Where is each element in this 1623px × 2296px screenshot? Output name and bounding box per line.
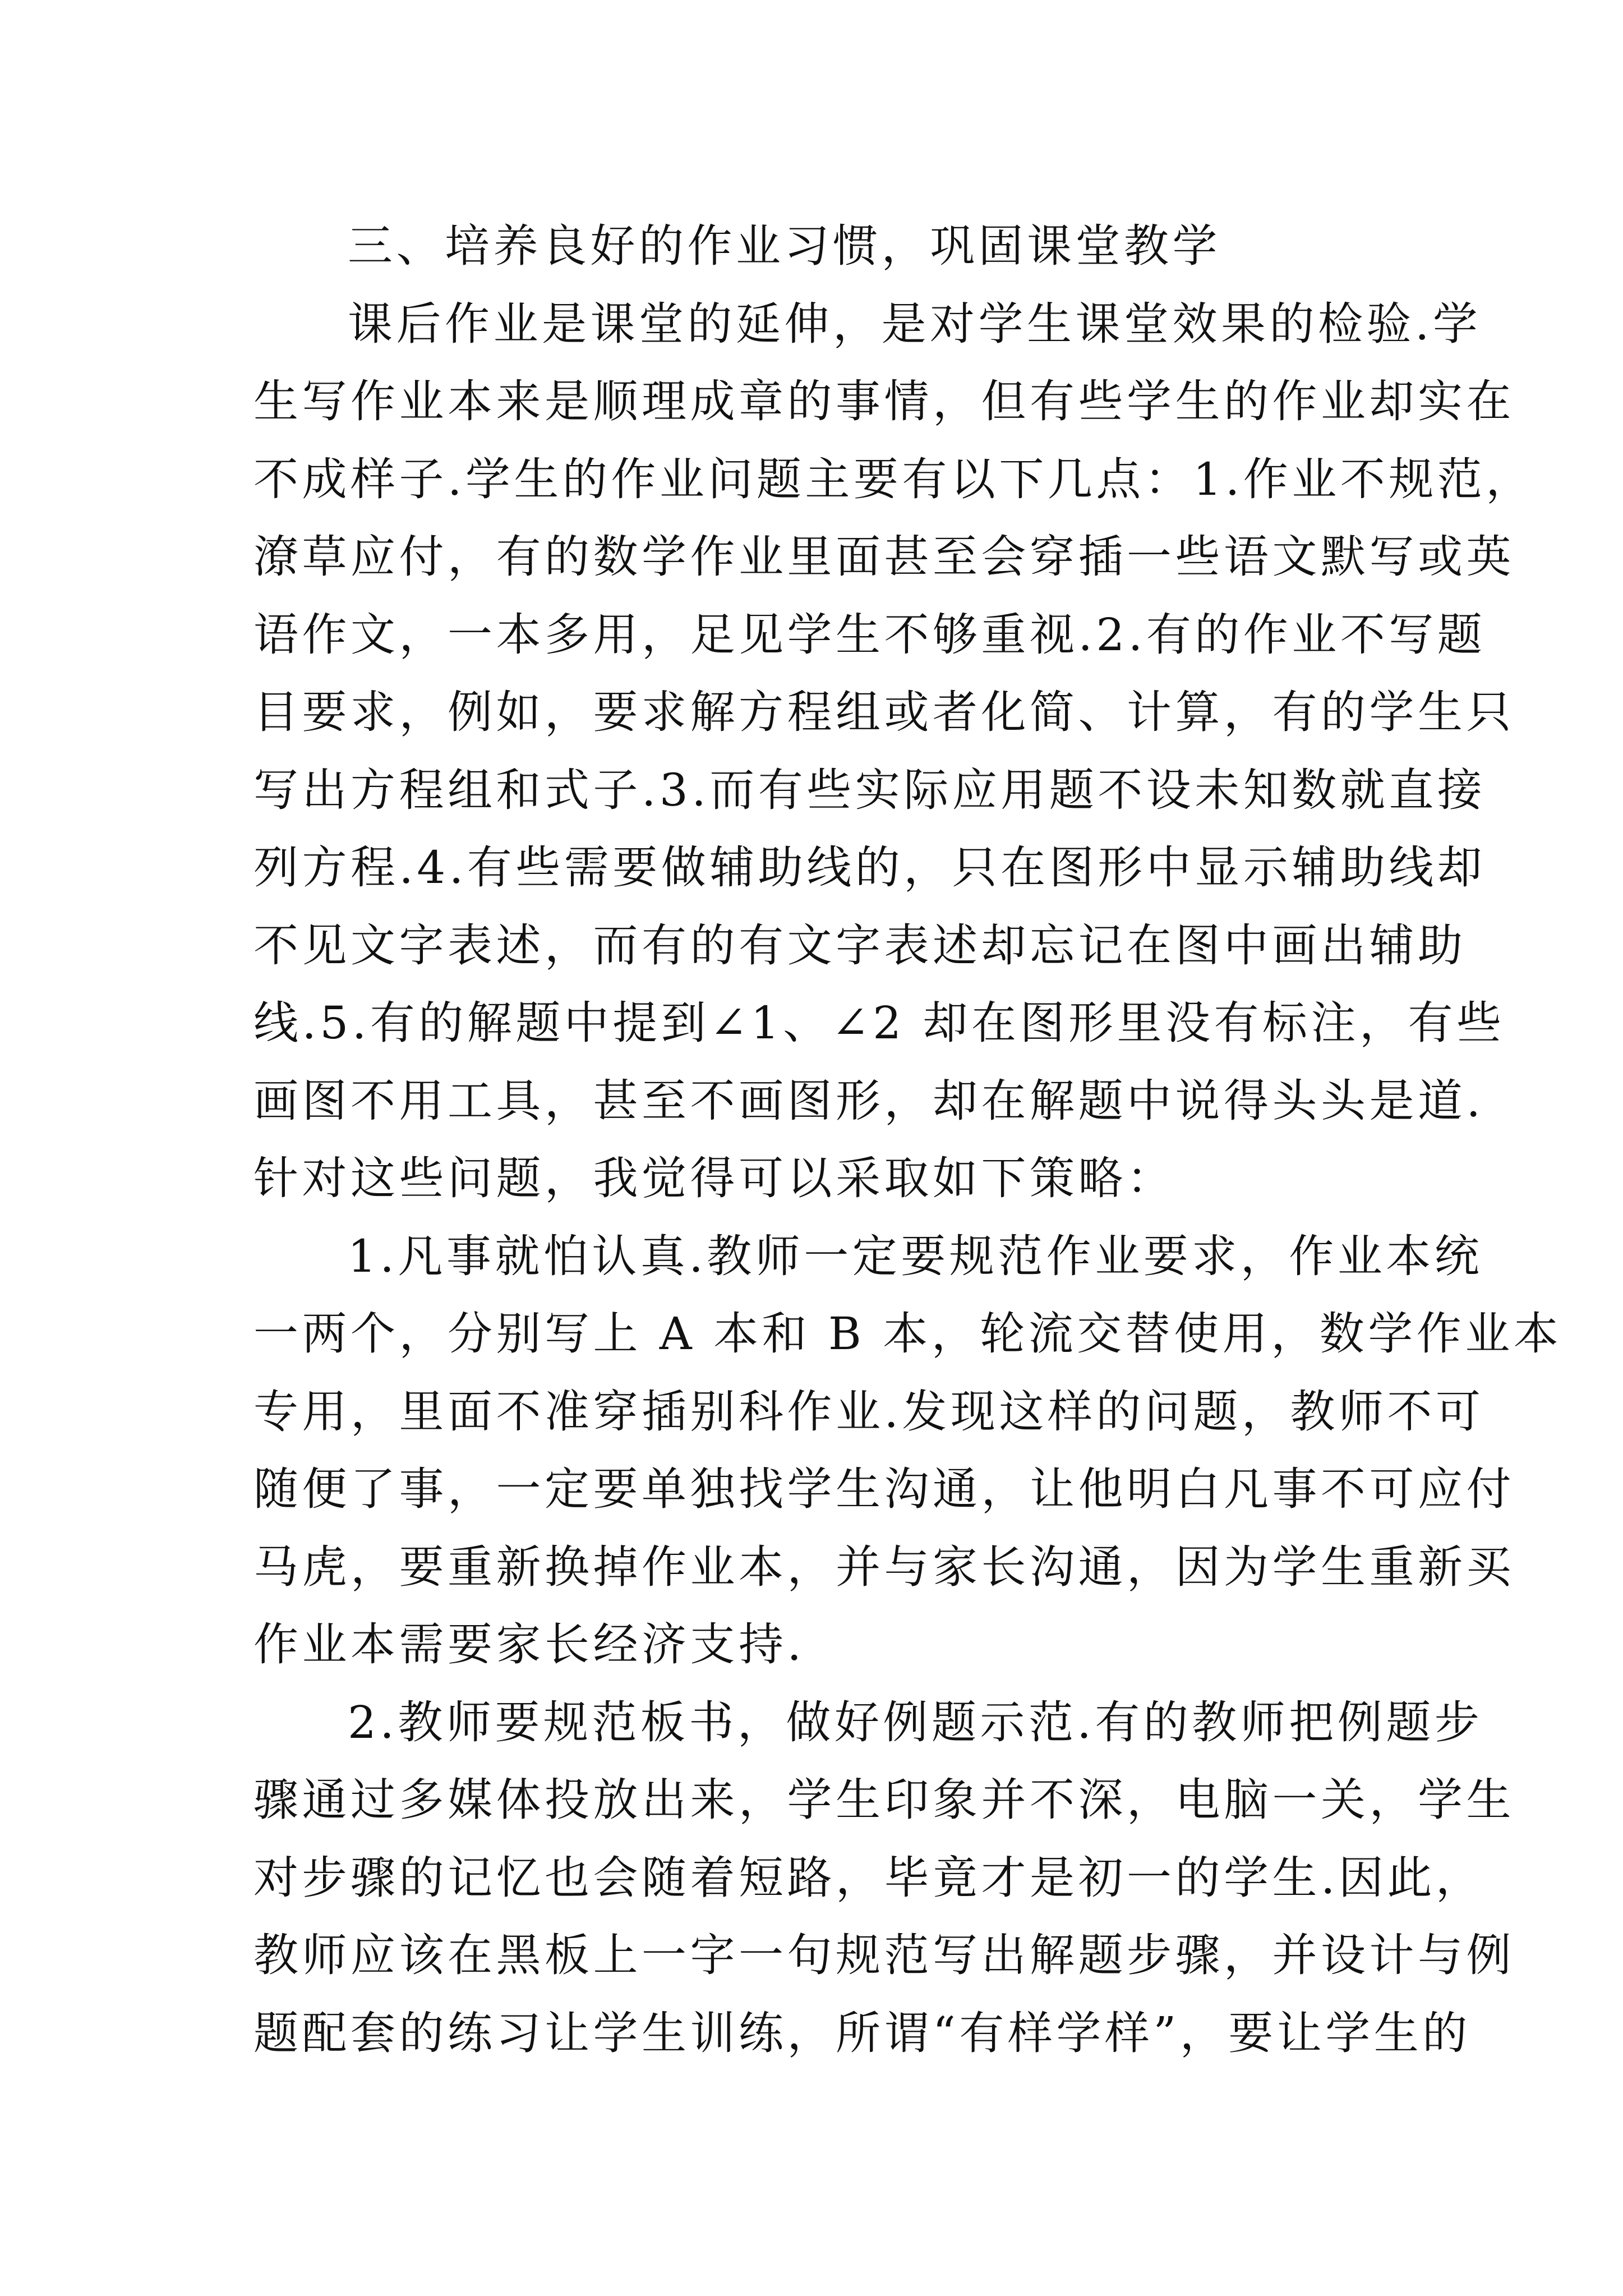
- paragraph-line: 画图不用工具，甚至不画图形，却在解题中说得头头是道.: [253, 1074, 1484, 1127]
- paragraph-line: 骤通过多媒体投放出来，学生印象并不深，电脑一关，学生: [253, 1774, 1515, 1826]
- paragraph-line: 2.教师要规范板书，做好例题示范.有的教师把例题步: [348, 1696, 1483, 1749]
- paragraph-line: 语作文，一本多用，足见学生不够重视.2.有的作业不写题: [253, 608, 1486, 661]
- paragraph-line: 潦草应付，有的数学作业里面甚至会穿插一些语文默写或英: [253, 531, 1515, 583]
- paragraph-line: 针对这些问题，我觉得可以采取如下策略：: [253, 1152, 1175, 1204]
- paragraph-line: 线.5.有的解题中提到∠1、∠2 却在图形里没有标注，有些: [253, 997, 1505, 1049]
- document-body: [253, 208, 1562, 2072]
- paragraph-line: 不见文字表述，而有的有文字表述却忘记在图中画出辅助: [253, 919, 1467, 972]
- paragraph-line: 随便了事，一定要单独找学生沟通，让他明白凡事不可应付: [253, 1463, 1515, 1515]
- paragraph-line: 不成样子.学生的作业问题主要有以下几点：1.作业不规范，: [253, 453, 1534, 505]
- paragraph-line: 目要求，例如，要求解方程组或者化简、计算，有的学生只: [253, 686, 1515, 738]
- paragraph-line: 对步骤的记忆也会随着短路，毕竟才是初一的学生.因此，: [253, 1851, 1484, 1904]
- paragraph-line: 马虎，要重新换掉作业本，并与家长沟通，因为学生重新买: [253, 1540, 1515, 1593]
- paragraph-line: 教师应该在黑板上一字一句规范写出解题步骤，并设计与例: [253, 1929, 1515, 1981]
- paragraph-line: 1.凡事就怕认真.教师一定要规范作业要求，作业本统: [348, 1230, 1483, 1282]
- paragraph-line: 生写作业本来是顺理成章的事情，但有些学生的作业却实在: [253, 375, 1515, 427]
- paragraph-line: 列方程.4.有些需要做辅助线的，只在图形中显示辅助线却: [253, 841, 1486, 894]
- paragraph-line: 一两个，分别写上 A 本和 B 本，轮流交替使用，数学作业本: [253, 1308, 1562, 1360]
- paragraph-line: 写出方程组和式子.3.而有些实际应用题不设未知数就直接: [253, 763, 1486, 816]
- paragraph-line: 专用，里面不准穿插别科作业.发现这样的问题，教师不可: [253, 1385, 1484, 1438]
- paragraph-line: 作业本需要家长经济支持.: [253, 1618, 805, 1671]
- section-heading: 三、培养良好的作业习惯，巩固课堂教学: [348, 220, 1221, 272]
- paragraph-line: 题配套的练习让学生训练，所谓“有样学样”，要让学生的: [253, 2007, 1471, 2059]
- paragraph-line: 课后作业是课堂的延伸，是对学生课堂效果的检验.学: [348, 297, 1482, 350]
